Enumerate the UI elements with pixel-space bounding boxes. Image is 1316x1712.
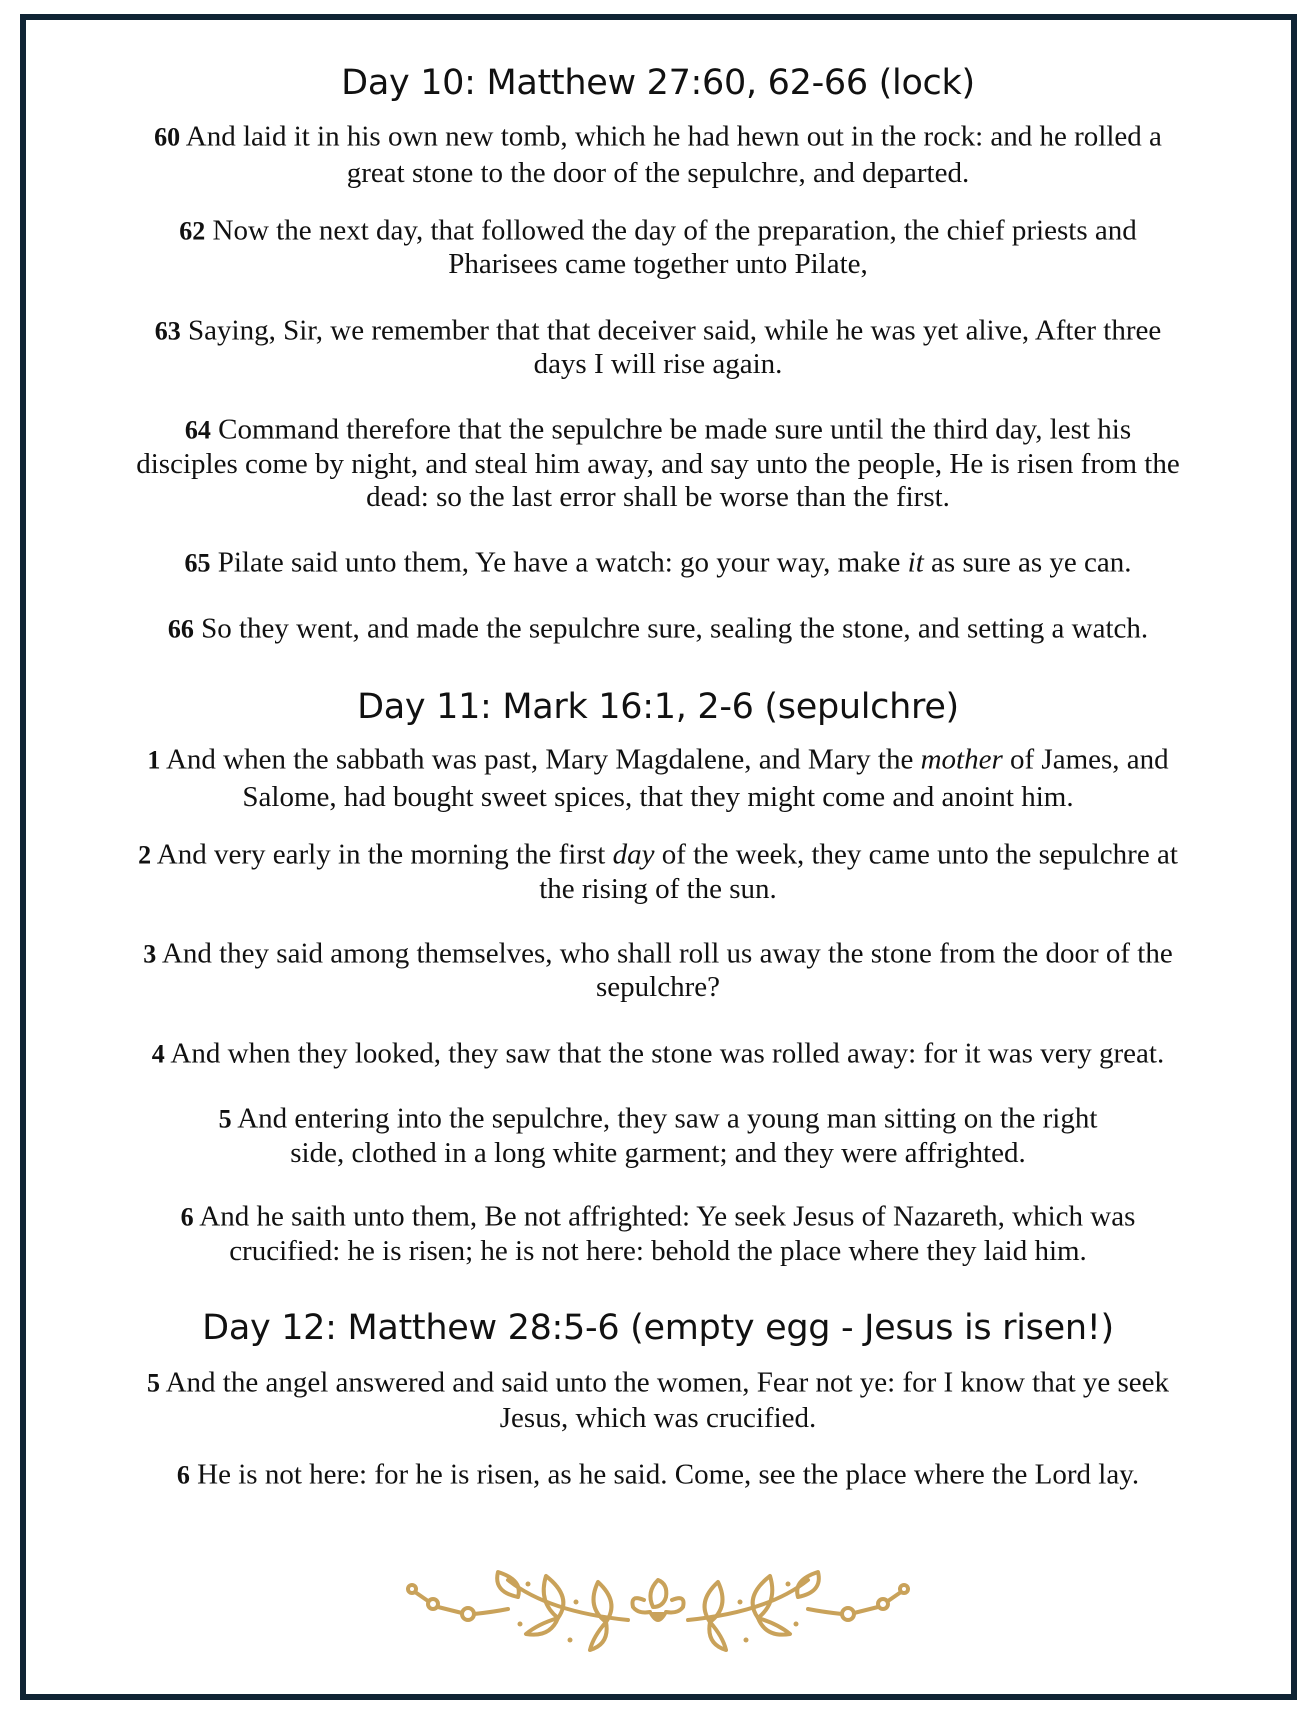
verse-line [0, 780, 1316, 814]
verse-text: days I will rise again. [533, 348, 783, 380]
verse-number: 62 [179, 216, 206, 246]
verse-text: And when they looked, they saw that the stone was rolled away: for it was very great. [164, 1037, 1165, 1070]
verse-line [0, 1458, 1316, 1493]
verse-line [0, 546, 1316, 581]
verse-number: 64 [184, 415, 211, 445]
verse-line [0, 314, 1316, 349]
verse-text-italic: day [612, 838, 655, 871]
verse-line [0, 1136, 1316, 1170]
section-title: Day 10: Matthew 27:60, 62-66 (lock) [341, 63, 975, 103]
verse-text: He is not here: for he is risen, as he said. Come, see the place where the Lord lay. [189, 1458, 1140, 1491]
verse-text: crucified: he is risen; he is not here: behold the place where they laid him. [229, 1235, 1087, 1267]
verse-text: And the angel answered and said unto the women, Fear not ye: for I know that ye seek [159, 1366, 1170, 1399]
verse-number: 2 [138, 840, 152, 870]
verse-line [0, 872, 1316, 906]
verse-line [0, 1200, 1316, 1235]
verse-number: 1 [147, 745, 161, 775]
verse-text: side, clothed in a long white garment; and they were affrighted. [290, 1137, 1026, 1169]
verse-number: 60 [154, 122, 181, 152]
verse-number: 3 [143, 939, 157, 969]
verse-text: dead: so the last error shall be worse than the first. [366, 481, 950, 513]
verse-text: And laid it in his own new tomb, which he had hewn out in the rock: and he rolled a [180, 120, 1162, 153]
section-title: Day 12: Matthew 28:5-6 (empty egg - Jesus is risen!) [202, 1308, 1114, 1348]
verse-line [0, 1037, 1316, 1072]
verse-line [0, 480, 1316, 514]
verse-number: 6 [176, 1460, 190, 1490]
verse-line [0, 347, 1316, 381]
verse-line [0, 120, 1316, 155]
verse-line [0, 937, 1316, 972]
verse-text: And very early in the morning the first [151, 838, 613, 871]
verse-text-italic: it [907, 546, 924, 579]
verse-text: Pilate said unto them, Ye have a watch: go your way, make [210, 546, 908, 579]
verse-line [0, 1366, 1316, 1401]
verse-text: the rising of the sun. [539, 873, 777, 905]
verse-text-italic: mother [920, 743, 1003, 776]
verse-line [0, 838, 1316, 873]
verse-text: great stone to the door of the sepulchre, and departed. [346, 157, 970, 189]
verse-text: as sure as ye can. [923, 546, 1132, 579]
verse-number: 63 [154, 316, 181, 346]
verse-text: And they said among themselves, who shall roll us away the stone from the door of the [156, 937, 1173, 970]
verse-line [0, 612, 1316, 647]
verse-number: 65 [184, 548, 211, 578]
verse-line [0, 247, 1316, 281]
verse-text: So they went, and made the sepulchre sure, sealing the stone, and setting a watch. [193, 612, 1149, 645]
verse-line [0, 1102, 1316, 1137]
verse-text: Jesus, which was crucified. [499, 1402, 817, 1434]
verse-text: of James, and [1002, 743, 1169, 776]
verse-line [0, 214, 1316, 249]
verse-text: Command therefore that the sepulchre be made sure until the third day, lest his [210, 413, 1132, 446]
verse-line [0, 1234, 1316, 1268]
verse-number: 6 [180, 1202, 194, 1232]
verse-line [0, 970, 1316, 1004]
verse-text: Now the next day, that followed the day of the preparation, the chief priests and [205, 214, 1137, 247]
verse-text: And when the sabbath was past, Mary Magdalene, and Mary the [160, 743, 921, 776]
verse-number: 66 [167, 614, 194, 644]
verse-line [0, 743, 1316, 778]
section-title: Day 11: Mark 16:1, 2-6 (sepulchre) [357, 687, 959, 727]
verse-text: Salome, had bought sweet spices, that they might come and anoint him. [242, 781, 1074, 813]
verse-text: disciples come by night, and steal him away, and say unto the people, He is risen from the [136, 448, 1180, 480]
verse-line [0, 413, 1316, 448]
verse-text: And entering into the sepulchre, they saw a young man sitting on the right [231, 1102, 1098, 1135]
verse-number: 5 [146, 1368, 160, 1398]
verse-line [0, 156, 1316, 190]
verse-text: of the week, they came unto the sepulchre at [654, 838, 1178, 871]
verse-number: 4 [151, 1039, 165, 1069]
verse-line [0, 1401, 1316, 1435]
verse-text: sepulchre? [596, 971, 720, 1003]
verse-line [0, 447, 1316, 481]
verse-text: And he saith unto them, Be not affrighted: Ye seek Jesus of Nazareth, which was [193, 1200, 1136, 1233]
verse-text: Pharisees came together unto Pilate, [448, 248, 868, 280]
verse-text: Saying, Sir, we remember that that deceiver said, while he was yet alive, After three [180, 314, 1162, 347]
laurel-ornament-icon [398, 1552, 918, 1652]
verse-number: 5 [218, 1104, 232, 1134]
